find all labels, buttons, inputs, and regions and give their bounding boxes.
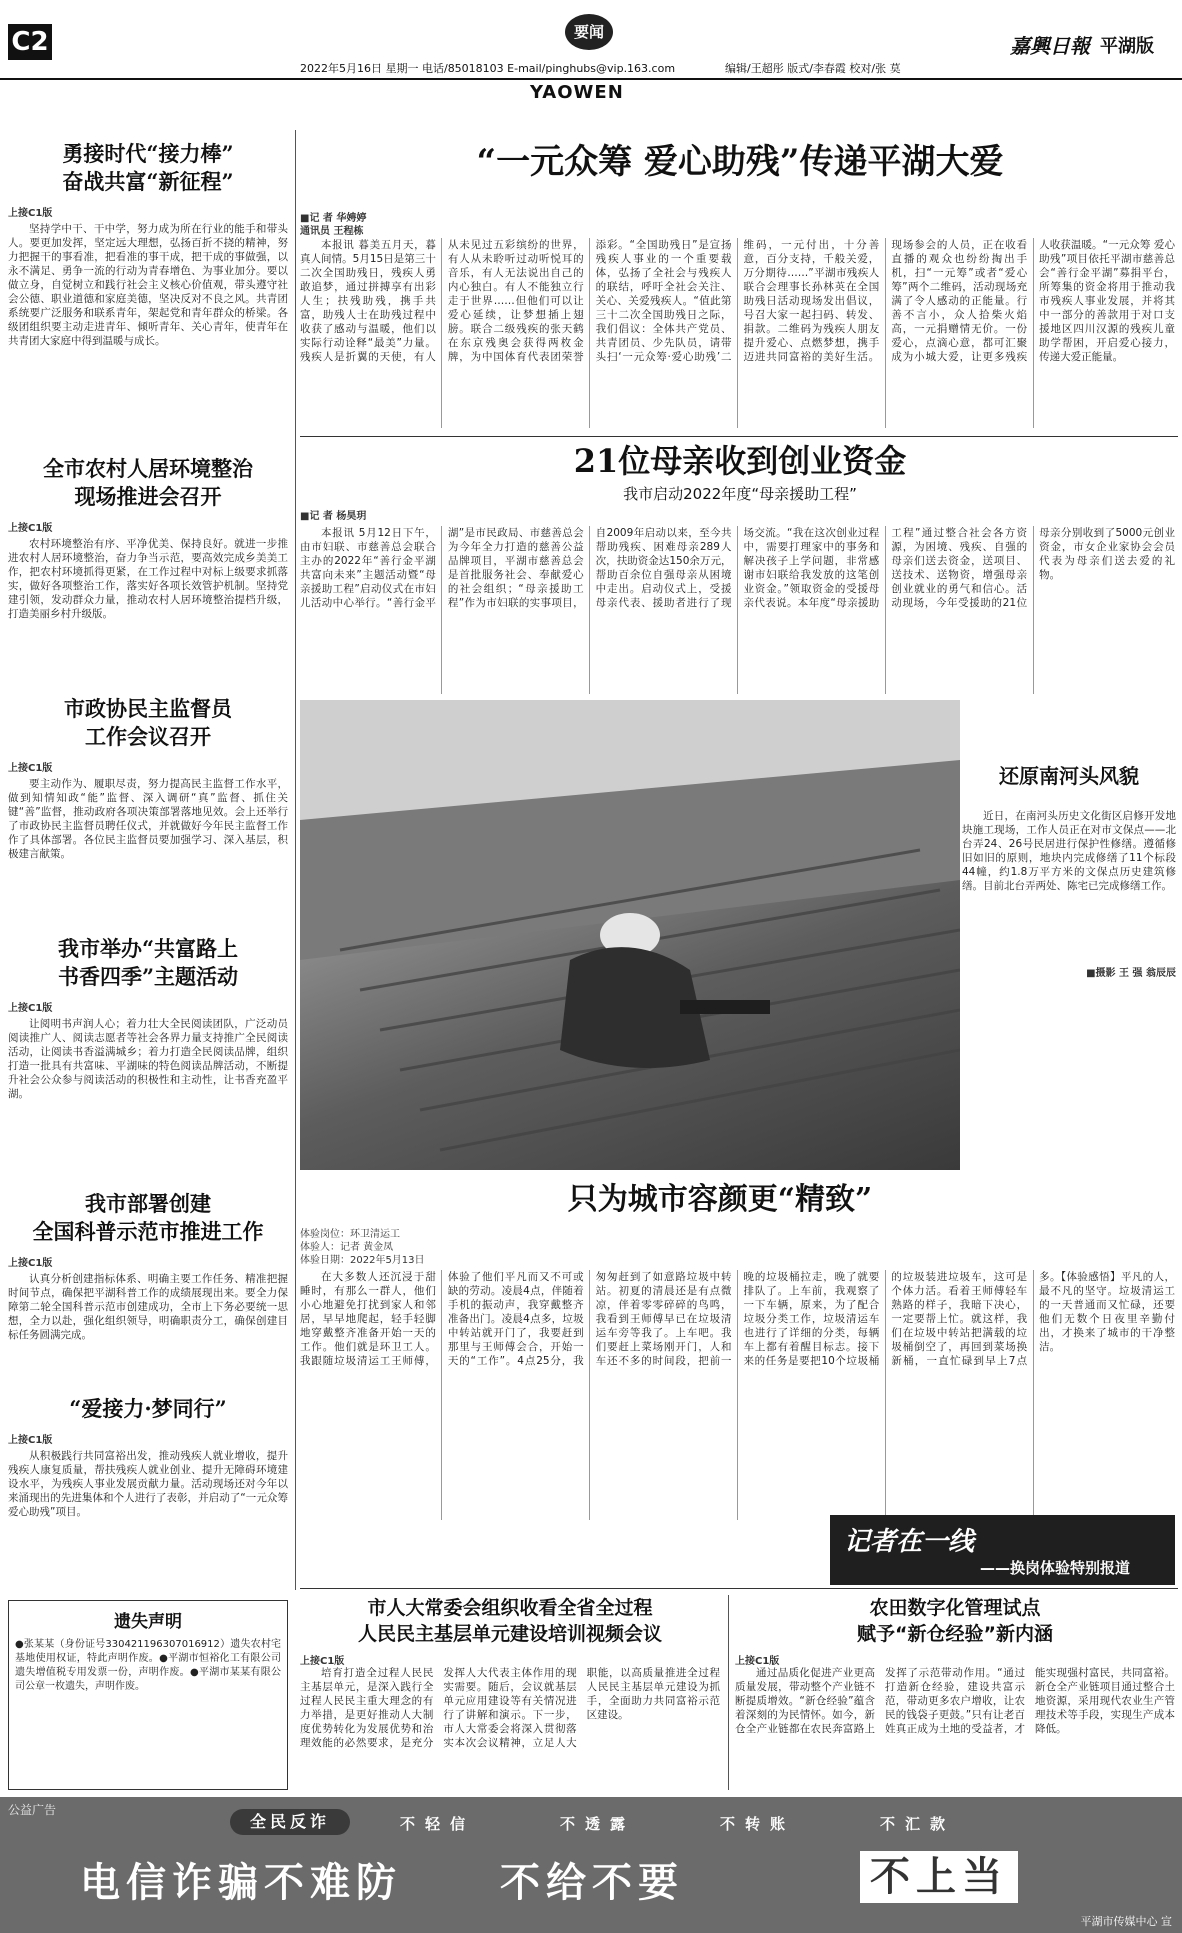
sidebar-story-title: 市政协民主监督员 工作会议召开 xyxy=(64,696,232,749)
ad-main-mid: 不给不要 xyxy=(500,1860,684,1906)
ad-slogan-2: 不透露 xyxy=(560,1815,636,1833)
article2-subhead: 我市启动2022年度“母亲援助工程” xyxy=(623,485,857,503)
ad-footer: 平湖市传媒中心 宣 xyxy=(1080,1915,1172,1928)
sidebar-story-source: 上接C1版 xyxy=(8,1435,53,1446)
ad-slogan-4: 不汇款 xyxy=(880,1815,956,1833)
sidebar-story-3 xyxy=(8,695,288,940)
frontline-subtitle: ——换岗体验特别报道 xyxy=(980,1559,1131,1577)
restoration-photo xyxy=(300,700,960,1170)
section-pinyin: YAOWEN xyxy=(530,82,624,103)
sidebar-story-body: 农村环境整治有序、平净优美、保持良好。就进一步推进农村人居环境整治，奋力争当示范，要高效完成乡美美工作，把农村环境抓得更紧，在工作过程中对标上级要求抓落实，做好各项整治工作，落实好各项长效管护机制。坚持党建引领，发动群众力量，推动农村人居环境整治提档升级，打造美丽乡村升级版。 xyxy=(8,538,288,620)
public-service-ad xyxy=(0,1797,1182,1933)
sidebar-story-title: 我市部署创建 全国科普示范市推进工作 xyxy=(32,1191,264,1244)
article3-headline: 只为城市容颜更“精致” xyxy=(567,1182,873,1217)
sidebar-story-source: 上接C1版 xyxy=(8,1258,53,1269)
sidebar-story-title: 我市举办“共富路上 书香四季”主题活动 xyxy=(57,936,239,989)
sidebar-story-body: 认真分析创建指标体系、明确主要工作任务、精准把握时间节点，确保把平湖科普工作的成绩展现出来。要全力保障第二轮全国科普示范市创建成功，全市上下务必要统一思想，全力以赴，强化组织领导，明确职责分工，确保创建目标任务圆满完成。 xyxy=(8,1273,288,1341)
sidebar-story-4 xyxy=(8,935,288,1175)
photo-caption: 近日，在南河头历史文化街区启修开发地块施工现场，工作人员正在对市文保点——北台弄24、26号民居进行保护性修缮。遵循修旧如旧的原则，地块内完成修缮了11个标段44幢，约1.8万平方米的文保点历史建筑修缮。目前北台弄两处、陈宅已完成修缮工作。 xyxy=(962,810,1176,892)
photo-title: 还原南河头风貌 xyxy=(999,764,1139,788)
article4-divider xyxy=(728,1595,729,1790)
sidebar-story-source: 上接C1版 xyxy=(8,208,53,219)
ad-main-left: 电信诈骗不难防 xyxy=(80,1860,402,1906)
header-rule xyxy=(0,78,1182,80)
sidebar-story-source: 上接C1版 xyxy=(8,763,53,774)
sidebar-story-2 xyxy=(8,455,288,705)
ad-label: 公益广告 xyxy=(8,1803,57,1817)
sidebar-story-source: 上接C1版 xyxy=(8,523,53,534)
photo-credit: ■摄影 王 强 翁辰辰 xyxy=(1086,968,1176,979)
rooftop-worker-illustration xyxy=(300,700,960,1170)
editor-credits: 编辑/王超彤 版式/李春霞 校对/张 莫 xyxy=(725,62,901,75)
lost-notice-body: ●张某某（身份证号330421196307016912）遗失农村宅基地使用权证，特此声明作废。●平湖市恒裕化工有限公司遗失增值税专用发票一份，声明作废。●平湖市某某有限公司公章一枚遗失，声明作废。 xyxy=(15,1639,281,1692)
article2-body: 本报讯 5月12日下午，由市妇联、市慈善总会联合主办的2022年“善行金平湖 共富向未来”主题活动暨“母亲援助工程”启动仪式在市妇儿活动中心举行。“善行金平湖”是市民政局、市慈善总会为今年全力打造的慈善公益品牌项目，平湖市慈善总会是首批服务社会、奉献爱心的社会组织；“母亲援助工程”作为市妇联的实事项目，自2009年启动以来，至今共帮助残疾、困难母亲289人次，扶助资金达150余万元，帮助百余位自强母亲从困境中走出。启动仪式上，受援母亲代表、援助者进行了现场交流。“我在这次创业过程中，需要打理家中的事务和解决孩子上学问题，非常感谢市妇联给我发放的这笔创业资金。”领取资金的受援母亲代表说。本年度“母亲援助工程”通过整合社会各方资源，为困境、残疾、自强的母亲们送去资金，送项目、送技术、送物资，增强母亲创业就业的勇气和信心。活动现场，今年受援助的21位母亲分别收到了5000元创业资金，市女企业家协会会员代表为母亲们送去爱的礼物。 xyxy=(300,527,1175,609)
page-code: C2 xyxy=(8,24,52,60)
edition-name: 平湖版 xyxy=(1100,36,1154,57)
lost-notice xyxy=(8,1600,288,1790)
photo-caption-box xyxy=(962,700,1176,1170)
frontline-banner xyxy=(830,1515,1175,1585)
sidebar-divider xyxy=(295,130,296,1590)
article2-byline: ■记 者 杨昊玥 xyxy=(300,511,367,522)
sidebar-story-source: 上接C1版 xyxy=(8,1003,53,1014)
article5-headline: 农田数字化管理试点 赋予“新仓经验”新内涵 xyxy=(857,1597,1053,1645)
ad-slogan-1: 不轻信 xyxy=(400,1815,476,1833)
section-seal: 要闻 xyxy=(565,14,613,50)
article5-body: 通过品质化促进产业更高质量发展，带动整个产业链不断提质增效。“新仓经验”蕴含着深刻的为民情怀。如今，新仓全产业链都在农民奔富路上发挥了示范带动作用。“通过打造新仓经验，建设共富示范，带动更多农户增收，让农民的钱袋子更鼓。”只有让老百姓真正成为土地的受益者，才能实现强村富民，共同富裕。新仓全产业链项目通过整合土地资源，采用现代农业生产管理技术等手段，实现生产成本降低。 xyxy=(735,1667,1175,1735)
sidebar-story-title: “爱接力·梦同行” xyxy=(69,1396,227,1421)
article3-body: 在大多数人还沉浸于甜睡时，有那么一群人，他们小心地避免打扰到家人和邻居，早早地爬起，轻手轻脚地穿戴整齐准备开始一天的工作。他们就是环卫工人。我跟随垃圾清运工王师傅，体验了他们平凡而又不可或缺的劳动。凌晨4点，伴随着手机的振动声，我穿戴整齐准备出门。凌晨4点多，垃圾中转站就开门了，我要赶到那里与王师傅会合，开始一天的“工作”。4点25分，我匆匆赶到了如意路垃圾中转站。初夏的清晨还是有点微凉，伴着零零碎碎的鸟鸣，我看到王师傅早已在垃圾清运车旁等我了。上车吧。我们要赶上菜场刚开门，人和车还不多的时间段，把前一晚的垃圾桶拉走，晚了就要排队了。上车前，我观察了一下车辆，原来，为了配合垃圾分类工作，垃圾清运车也进行了详细的分类，每辆车上都有着醒目标志。接下来的任务是要把10个垃圾桶的垃圾装进垃圾车，这可是个体力活。看着王师傅轻车熟路的样子，我暗下决心，一定要帮上忙。就这样，我们在垃圾中转站把满载的垃圾桶倒空了，再回到菜场换新桶，一直忙碌到早上7点多。【体验感悟】平凡的人，最不凡的坚守。垃圾清运工的一天普通而又忙碌，还要他们无数个日夜里辛勤付出，才换来了城市的干净整洁。 xyxy=(300,1271,1175,1367)
article4-body: 培育打造全过程人民民主基层单元，是深入践行全过程人民民主重大理念的有力举措，是更好推动人大制度优势转化为发展优势和治理效能的必然要求，是充分发挥人大代表主体作用的现实需要。随后，会议就基层单元应用建设等有关情况进行了讲解和演示。下一步，市人大常委会将深入贯彻落实本次会议精神，立足人大职能，以高质量推进全过程人民民主基层单元建设为抓手，全面助力共同富裕示范区建设。 xyxy=(300,1667,720,1749)
sidebar-story-body: 坚持学中干、干中学，努力成为所在行业的能手和带头人。要更加发挥，坚定远大理想，弘扬百折不挠的精神，努力把握干的事看准，把看准的事干成，把干成的事做强，以永不满足、勇争一流的行动为青春增色、为事业加分。要以做立身，自觉树立和践行社会主义核心价值观，带头遵守社会公德、职业道德和家庭美德，坚决反对不良之风。共青团系统要广泛服务和联系青年，架起党和青年群众的桥梁。各级团组织要主动走进青年、倾听青年、关心青年，使青年在共青团大家庭中得到温暖与成长。 xyxy=(8,223,288,347)
ad-pill: 全民反诈 xyxy=(230,1809,350,1835)
article4-headline: 市人大常委会组织收看全省全过程 人民民主基层单元建设培训视频会议 xyxy=(357,1597,662,1645)
ad-main-right: 不上当 xyxy=(860,1851,1018,1903)
article2-headline: 21位母亲收到创业资金 xyxy=(573,442,907,480)
sidebar-story-1 xyxy=(8,140,288,435)
article1-rule xyxy=(300,436,1178,437)
article3-rule xyxy=(300,1588,1178,1589)
frontline-title: 记者在一线 xyxy=(844,1527,975,1557)
sidebar-story-title: 勇接时代“接力棒” 奋战共富“新征程” xyxy=(62,141,234,194)
newspaper-brand: 嘉興日報 xyxy=(1010,34,1090,58)
article1-headline: “一元众筹 爱心助残”传递平湖大爱 xyxy=(476,142,1004,182)
ad-slogan-3: 不转账 xyxy=(720,1815,796,1833)
sidebar-story-5 xyxy=(8,1190,288,1390)
article3-meta: 体验岗位：环卫清运工 体验人：记者 黄金凤 体验日期：2022年5月13日 xyxy=(300,1229,425,1266)
sidebar-story-body: 让阅明书声润人心；着力壮大全民阅读团队，广泛动员阅读推广人、阅读志愿者等社会各界力量支持推广全民阅读活动，让阅读书香溢满城乡；着力打造全民阅读品牌，组织打造一批具有共富味、平湖味的特色阅读品牌活动，不断提升社会公众参与阅读活动的积极性和主动性，让书香充盈平湖。 xyxy=(8,1018,288,1100)
sidebar-story-body: 从积极践行共同富裕出发，推动残疾人就业增收，提升残疾人康复质量，帮扶残疾人就业创业、提升无障碍环境建设水平，为残疾人事业发展贡献力量。活动现场还对今年以来涌现出的先进集体和个人进行了表彰，并启动了“一元众筹 爱心助残”项目。 xyxy=(8,1450,288,1518)
lost-notice-title: 遗失声明 xyxy=(114,1612,182,1632)
article4-source: 上接C1版 xyxy=(300,1656,345,1667)
sidebar-story-body: 要主动作为、履职尽责，努力提高民主监督工作水平，做到知情知政“能”监督、深入调研“真”监督、抓住关键“善”监督，推动政府各项决策部署落地见效。会上还举行了市政协民主监督员聘任仪式，并就做好今年民主监督工作作了具体部署。各位民主监督员要加强学习、深入基层，积极建言献策。 xyxy=(8,778,288,860)
article1-byline: ■记 者 华娉婷 通讯员 王程栋 xyxy=(300,213,367,237)
article1-body: 本报讯 暮美五月天，暮真人间情。5月15日是第三十二次全国助残日，残疾人勇敢追梦，通过拼搏享有出彩人生；扶残助残，携手共富，助残人士在助残过程中收获了感动与温暖，他们以实际行动诠释“最美”力量。残疾人是折翼的天使，有人从未见过五彩缤纷的世界，有人从未聆听过动听悦耳的音乐，有人无法说出自己的内心独白。有人不能独立行走于世界……但他们可以让爱心延续，让梦想插上翅膀。联合二级残疾的张天鹤在东京残奥会获得两枚金牌，为中国体育代表团荣誉添彩。“全国助残日”是宣扬残疾人事业的一个重要载体，弘扬了全社会与残疾人的联结，呼吁全社会关注、关心、关爱残疾人。“值此第三十二次全国助残日之际，我们倡议：全体共产党员、共青团员、少先队员，请带头扫‘一元众筹·爱心助残’二维码，一元付出，十分善意，百分支持，千般关爱，万分期待……”平湖市残疾人联合会理事长孙林英在全国助残日活动现场发出倡议，号召大家一起扫码、转发、捐款。二维码为残疾人朋友提升爱心、点燃梦想，携手迈进共同富裕的美好生活。现场参会的人员，正在收看直播的观众也纷纷掏出手机，扫“一元筹”或者“爱心筹”两个二维码，活动现场充满了令人感动的正能量。行善不言小，众人拾柴火焰高，一元捐赠情无价。一份爱心，点滴心意，都可汇聚成为小城大爱，让更多残疾人收获温暖。“一元众筹 爱心助残”项目依托平湖市慈善总会“善行金平湖”募捐平台，所筹集的资金将用于推动我市残疾人事业发展，并将其中一部分的善款用于对口支援地区四川汉源的残疾儿童助学帮困，开启爱心接力，传递大爱正能量。 xyxy=(300,239,1175,363)
article5-source: 上接C1版 xyxy=(735,1656,780,1667)
date-line: 2022年5月16日 星期一 电话/85018103 E-mail/pinghubs@vip.163.com xyxy=(300,62,676,75)
sidebar-story-title: 全市农村人居环境整治 现场推进会召开 xyxy=(43,456,253,509)
